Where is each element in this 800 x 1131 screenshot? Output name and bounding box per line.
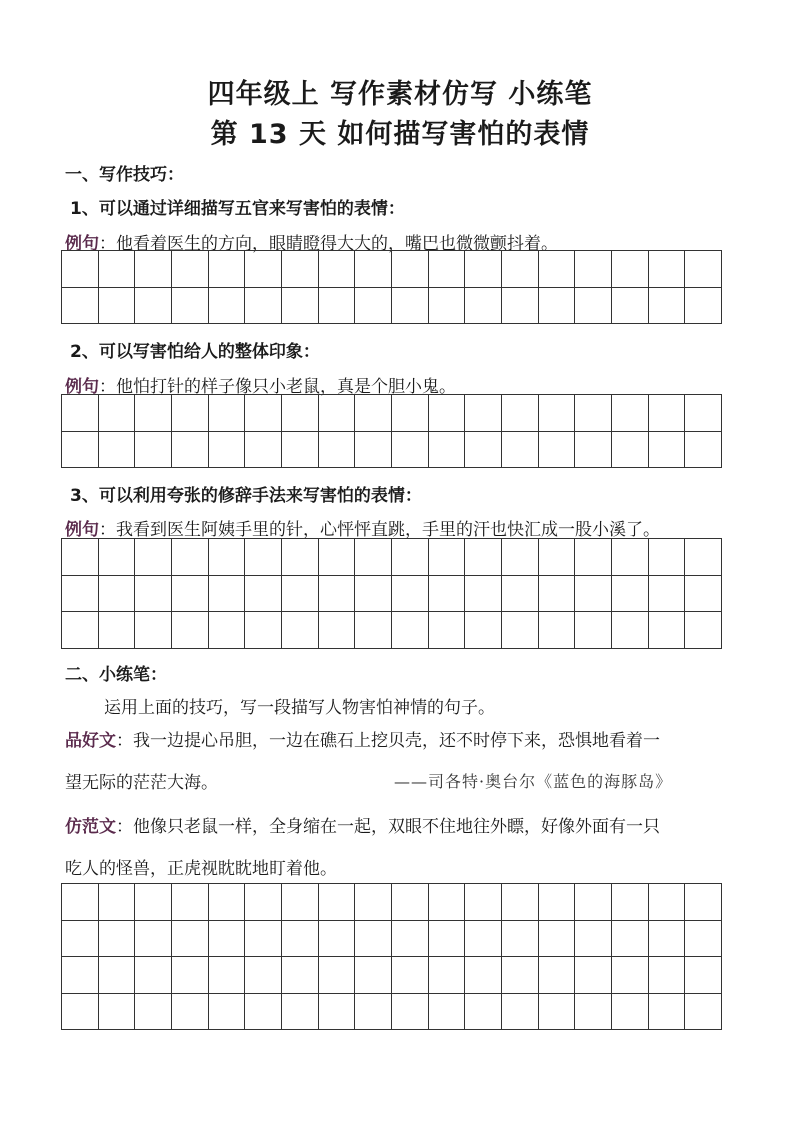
grid-cell[interactable] — [428, 575, 465, 612]
grid-cell[interactable] — [428, 884, 465, 921]
grid-cell[interactable] — [171, 287, 208, 324]
grid-cell[interactable] — [391, 431, 428, 468]
grid-cell[interactable] — [281, 957, 318, 994]
tip3-example — [65, 515, 660, 540]
grid-cell[interactable] — [245, 287, 282, 324]
grid-cell[interactable] — [685, 957, 722, 994]
grid-cell[interactable] — [318, 957, 355, 994]
grid-cell[interactable] — [648, 957, 685, 994]
grid-cell[interactable] — [575, 251, 612, 288]
grid-cell[interactable] — [465, 287, 502, 324]
grid-cell[interactable] — [538, 920, 575, 957]
grid-cell[interactable] — [501, 575, 538, 612]
grid-cell[interactable] — [575, 993, 612, 1030]
model-label: 品好文 — [65, 731, 116, 751]
grid-cell[interactable] — [245, 395, 282, 432]
grid-cell[interactable] — [98, 993, 135, 1030]
grid-cell[interactable] — [685, 251, 722, 288]
grid-cell[interactable] — [135, 575, 172, 612]
grid-cell[interactable] — [465, 395, 502, 432]
grid-cell[interactable] — [538, 993, 575, 1030]
grid-cell[interactable] — [355, 575, 392, 612]
grid-cell[interactable] — [62, 287, 99, 324]
grid-cell[interactable] — [685, 395, 722, 432]
grid-cell[interactable] — [98, 287, 135, 324]
grid-cell[interactable] — [575, 884, 612, 921]
grid-cell[interactable] — [98, 920, 135, 957]
model-text-line2: 望无际的茫茫大海。 — [65, 773, 218, 793]
grid-cell[interactable] — [501, 287, 538, 324]
grid-cell[interactable] — [355, 287, 392, 324]
grid-row — [62, 920, 722, 957]
section1-heading: 一、写作技巧： — [65, 165, 184, 185]
grid-cell[interactable] — [245, 431, 282, 468]
grid-cell[interactable] — [575, 395, 612, 432]
grid-cell[interactable] — [171, 251, 208, 288]
grid-cell[interactable] — [355, 395, 392, 432]
grid-cell[interactable] — [538, 575, 575, 612]
grid-cell[interactable] — [538, 884, 575, 921]
grid-cell[interactable] — [538, 957, 575, 994]
section2-heading: 二、小练笔： — [65, 665, 167, 685]
grid-cell[interactable] — [135, 612, 172, 649]
grid-row — [62, 612, 722, 649]
grid-cell[interactable] — [281, 251, 318, 288]
grid-cell[interactable] — [648, 920, 685, 957]
grid-cell[interactable] — [575, 431, 612, 468]
imitation-text-1: ：他像只老鼠一样，全身缩在一起，双眼不住地往外瞟，好像外面有一只 — [116, 817, 660, 837]
grid-cell[interactable] — [281, 884, 318, 921]
grid-cell[interactable] — [355, 993, 392, 1030]
grid-cell[interactable] — [575, 539, 612, 576]
grid-cell[interactable] — [318, 575, 355, 612]
grid-cell[interactable] — [318, 539, 355, 576]
grid-cell[interactable] — [171, 993, 208, 1030]
grid-cell[interactable] — [685, 993, 722, 1030]
grid-cell[interactable] — [391, 575, 428, 612]
grid-cell[interactable] — [538, 395, 575, 432]
grid-cell[interactable] — [355, 920, 392, 957]
grid-cell[interactable] — [355, 431, 392, 468]
grid-cell[interactable] — [208, 920, 245, 957]
grid-cell[interactable] — [318, 395, 355, 432]
grid-cell[interactable] — [355, 539, 392, 576]
grid-cell[interactable] — [98, 251, 135, 288]
grid-cell[interactable] — [318, 612, 355, 649]
grid-cell[interactable] — [648, 431, 685, 468]
grid-row — [62, 884, 722, 921]
grid-cell[interactable] — [611, 431, 648, 468]
grid-cell[interactable] — [501, 993, 538, 1030]
grid-cell[interactable] — [391, 612, 428, 649]
grid-cell[interactable] — [611, 575, 648, 612]
grid-cell[interactable] — [391, 251, 428, 288]
grid-cell[interactable] — [465, 884, 502, 921]
writing-grid-3[interactable] — [61, 538, 722, 649]
grid-row — [62, 431, 722, 468]
grid-cell[interactable] — [171, 539, 208, 576]
grid-cell[interactable] — [281, 575, 318, 612]
grid-cell[interactable] — [685, 920, 722, 957]
grid-cell[interactable] — [648, 612, 685, 649]
grid-cell[interactable] — [355, 957, 392, 994]
grid-cell[interactable] — [281, 395, 318, 432]
grid-cell[interactable] — [391, 957, 428, 994]
grid-cell[interactable] — [575, 287, 612, 324]
grid-cell[interactable] — [428, 957, 465, 994]
grid-cell[interactable] — [171, 575, 208, 612]
grid-cell[interactable] — [465, 957, 502, 994]
grid-cell[interactable] — [98, 957, 135, 994]
grid-cell[interactable] — [501, 884, 538, 921]
grid-cell[interactable] — [98, 884, 135, 921]
grid-cell[interactable] — [318, 287, 355, 324]
grid-cell[interactable] — [538, 251, 575, 288]
grid-cell[interactable] — [428, 539, 465, 576]
grid-cell[interactable] — [62, 920, 99, 957]
grid-cell[interactable] — [208, 287, 245, 324]
grid-cell[interactable] — [465, 612, 502, 649]
grid-cell[interactable] — [648, 884, 685, 921]
grid-cell[interactable] — [428, 395, 465, 432]
imitation-text-line1 — [65, 812, 660, 837]
model-citation: ——司各特·奥台尔《蓝色的海豚岛》 — [394, 772, 673, 791]
tip1-example-label: 例句 — [65, 234, 99, 254]
grid-cell[interactable] — [171, 884, 208, 921]
grid-cell[interactable] — [245, 575, 282, 612]
grid-cell[interactable] — [245, 920, 282, 957]
grid-cell[interactable] — [685, 884, 722, 921]
grid-cell[interactable] — [501, 612, 538, 649]
grid-cell[interactable] — [575, 575, 612, 612]
grid-cell[interactable] — [428, 920, 465, 957]
grid-cell[interactable] — [62, 575, 99, 612]
grid-cell[interactable] — [428, 612, 465, 649]
grid-cell[interactable] — [208, 395, 245, 432]
grid-cell[interactable] — [281, 431, 318, 468]
grid-cell[interactable] — [281, 993, 318, 1030]
grid-cell[interactable] — [245, 539, 282, 576]
tip3-example-label: 例句 — [65, 520, 99, 540]
grid-cell[interactable] — [465, 431, 502, 468]
tip2-example-text: ：他怕打针的样子像只小老鼠，真是个胆小鬼。 — [99, 377, 456, 397]
grid-cell[interactable] — [648, 575, 685, 612]
grid-cell[interactable] — [208, 612, 245, 649]
grid-cell[interactable] — [501, 395, 538, 432]
grid-cell[interactable] — [428, 287, 465, 324]
grid-cell[interactable] — [465, 575, 502, 612]
grid-cell[interactable] — [98, 395, 135, 432]
grid-cell[interactable] — [98, 575, 135, 612]
grid-cell[interactable] — [465, 920, 502, 957]
grid-cell[interactable] — [391, 395, 428, 432]
grid-cell[interactable] — [62, 957, 99, 994]
grid-cell[interactable] — [171, 920, 208, 957]
grid-cell[interactable] — [208, 993, 245, 1030]
grid-cell[interactable] — [648, 539, 685, 576]
grid-cell[interactable] — [98, 612, 135, 649]
tip2-heading: 2、可以写害怕给人的整体印象： — [70, 342, 320, 362]
grid-cell[interactable] — [281, 287, 318, 324]
grid-cell[interactable] — [62, 539, 99, 576]
imitation-label: 仿范文 — [65, 817, 116, 837]
grid-cell[interactable] — [538, 431, 575, 468]
grid-cell[interactable] — [318, 993, 355, 1030]
page-subtitle: 第 13 天 如何描写害怕的表情 — [210, 119, 590, 150]
grid-cell[interactable] — [501, 431, 538, 468]
page-title: 四年级上 写作素材仿写 小练笔 — [207, 79, 593, 110]
writing-grid-2[interactable] — [61, 394, 722, 468]
grid-cell[interactable] — [685, 539, 722, 576]
grid-cell[interactable] — [685, 287, 722, 324]
tip2-example-label: 例句 — [65, 377, 99, 397]
grid-cell[interactable] — [391, 884, 428, 921]
model-text-line1 — [65, 726, 660, 751]
grid-cell[interactable] — [465, 993, 502, 1030]
grid-cell[interactable] — [501, 957, 538, 994]
grid-cell[interactable] — [428, 251, 465, 288]
grid-cell[interactable] — [391, 539, 428, 576]
grid-cell[interactable] — [391, 287, 428, 324]
model-text-1: ：我一边提心吊胆，一边在礁石上挖贝壳，还不时停下来，恐惧地看着一 — [116, 731, 660, 751]
grid-cell[interactable] — [538, 612, 575, 649]
grid-cell[interactable] — [245, 957, 282, 994]
grid-row — [62, 993, 722, 1030]
grid-cell[interactable] — [245, 612, 282, 649]
grid-row — [62, 251, 722, 288]
tip3-example-text: ：我看到医生阿姨手里的针，心怦怦直跳，手里的汗也快汇成一股小溪了。 — [99, 520, 660, 540]
grid-row — [62, 575, 722, 612]
grid-cell[interactable] — [611, 884, 648, 921]
grid-cell[interactable] — [611, 251, 648, 288]
grid-cell[interactable] — [318, 251, 355, 288]
grid-cell[interactable] — [208, 539, 245, 576]
grid-row — [62, 539, 722, 576]
grid-cell[interactable] — [208, 575, 245, 612]
practice-instruction: 运用上面的技巧，写一段描写人物害怕神情的句子。 — [104, 698, 495, 718]
grid-cell[interactable] — [355, 251, 392, 288]
grid-cell[interactable] — [62, 612, 99, 649]
grid-cell[interactable] — [611, 395, 648, 432]
grid-cell[interactable] — [135, 539, 172, 576]
grid-cell[interactable] — [685, 575, 722, 612]
grid-cell[interactable] — [465, 251, 502, 288]
grid-cell[interactable] — [611, 539, 648, 576]
grid-cell[interactable] — [501, 251, 538, 288]
grid-cell[interactable] — [208, 884, 245, 921]
grid-cell[interactable] — [318, 920, 355, 957]
grid-cell[interactable] — [208, 957, 245, 994]
writing-grid-1[interactable] — [61, 250, 722, 324]
grid-cell[interactable] — [62, 251, 99, 288]
grid-cell[interactable] — [98, 539, 135, 576]
grid-cell[interactable] — [135, 920, 172, 957]
imitation-text-line2: 吃人的怪兽，正虎视眈眈地盯着他。 — [65, 859, 337, 879]
grid-cell[interactable] — [62, 884, 99, 921]
grid-cell[interactable] — [171, 431, 208, 468]
grid-cell[interactable] — [501, 539, 538, 576]
grid-cell[interactable] — [428, 431, 465, 468]
grid-cell[interactable] — [281, 612, 318, 649]
tip1-example-text: ：他看着医生的方向，眼睛瞪得大大的，嘴巴也微微颤抖着。 — [99, 234, 558, 254]
grid-cell[interactable] — [501, 920, 538, 957]
grid-cell[interactable] — [135, 251, 172, 288]
grid-cell[interactable] — [318, 884, 355, 921]
grid-cell[interactable] — [538, 287, 575, 324]
grid-row — [62, 957, 722, 994]
grid-cell[interactable] — [575, 612, 612, 649]
grid-cell[interactable] — [685, 431, 722, 468]
grid-cell[interactable] — [135, 431, 172, 468]
tip3-heading: 3、可以利用夸张的修辞手法来写害怕的表情： — [70, 486, 422, 506]
grid-cell[interactable] — [62, 993, 99, 1030]
grid-cell[interactable] — [428, 993, 465, 1030]
grid-cell[interactable] — [62, 395, 99, 432]
grid-cell[interactable] — [391, 920, 428, 957]
grid-cell[interactable] — [648, 287, 685, 324]
grid-cell[interactable] — [391, 993, 428, 1030]
grid-cell[interactable] — [171, 612, 208, 649]
grid-cell[interactable] — [575, 957, 612, 994]
grid-cell[interactable] — [245, 884, 282, 921]
grid-cell[interactable] — [355, 884, 392, 921]
grid-cell[interactable] — [135, 993, 172, 1030]
grid-cell[interactable] — [355, 612, 392, 649]
grid-cell[interactable] — [98, 431, 135, 468]
grid-cell[interactable] — [281, 920, 318, 957]
grid-cell[interactable] — [611, 993, 648, 1030]
grid-cell[interactable] — [245, 993, 282, 1030]
grid-cell[interactable] — [611, 287, 648, 324]
grid-cell[interactable] — [465, 539, 502, 576]
grid-cell[interactable] — [135, 957, 172, 994]
grid-cell[interactable] — [575, 920, 612, 957]
grid-cell[interactable] — [135, 395, 172, 432]
writing-grid-4[interactable] — [61, 883, 722, 1030]
grid-cell[interactable] — [208, 431, 245, 468]
grid-cell[interactable] — [171, 395, 208, 432]
grid-cell[interactable] — [611, 612, 648, 649]
grid-cell[interactable] — [538, 539, 575, 576]
grid-cell[interactable] — [648, 993, 685, 1030]
grid-row — [62, 395, 722, 432]
grid-cell[interactable] — [318, 431, 355, 468]
grid-cell[interactable] — [208, 251, 245, 288]
tip1-heading: 1、可以通过详细描写五官来写害怕的表情： — [70, 199, 405, 219]
grid-cell[interactable] — [62, 431, 99, 468]
grid-cell[interactable] — [611, 957, 648, 994]
grid-cell[interactable] — [648, 251, 685, 288]
grid-cell[interactable] — [281, 539, 318, 576]
grid-cell[interactable] — [245, 251, 282, 288]
grid-cell[interactable] — [611, 920, 648, 957]
grid-row — [62, 287, 722, 324]
grid-cell[interactable] — [648, 395, 685, 432]
grid-cell[interactable] — [135, 287, 172, 324]
grid-cell[interactable] — [171, 957, 208, 994]
grid-cell[interactable] — [135, 884, 172, 921]
grid-cell[interactable] — [685, 612, 722, 649]
